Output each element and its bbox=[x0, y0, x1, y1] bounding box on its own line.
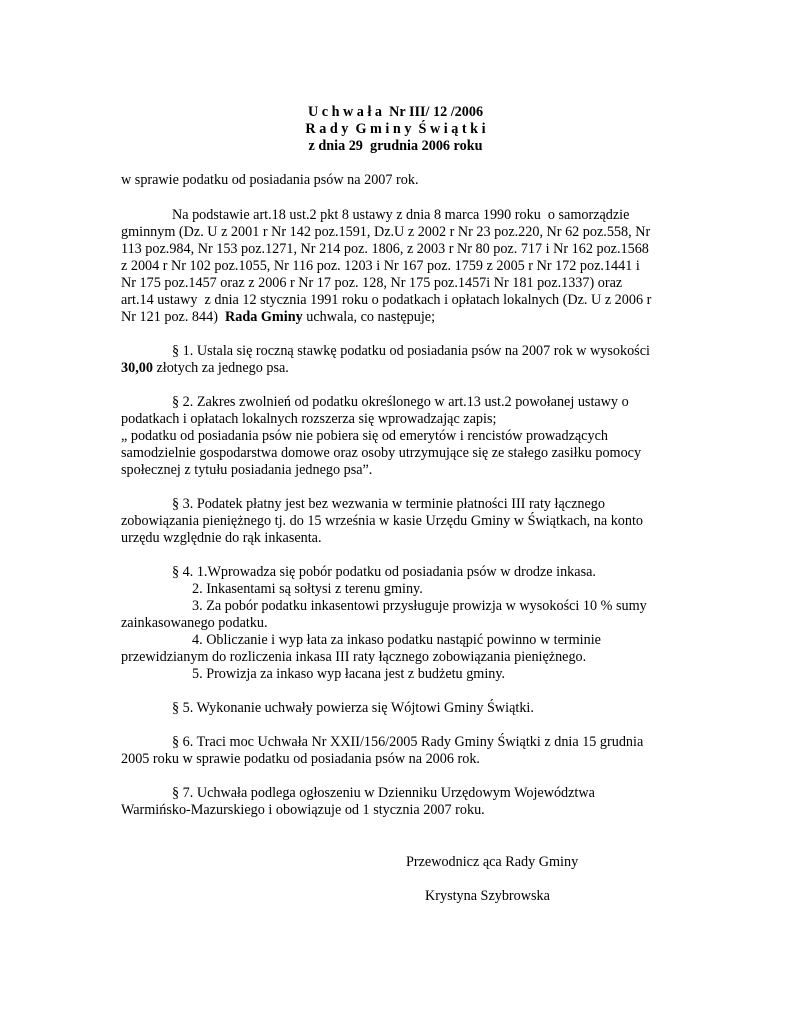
paragraph-4-line: 2. Inkasentami są sołtysi z terenu gminy. bbox=[192, 581, 423, 597]
paragraph-5-line: § 5. Wykonanie uchwały powierza się Wójtowi Gminy Świątki. bbox=[172, 700, 534, 716]
preamble-text: uchwala, co następuje; bbox=[302, 309, 436, 325]
paragraph-6-line: § 6. Traci moc Uchwała Nr XXII/156/2005 Rady Gminy Świątki z dnia 15 grudnia bbox=[172, 734, 644, 750]
paragraph-4-line: § 4. 1.Wprowadza się pobór podatku od posiadania psów w drodze inkasa. bbox=[172, 564, 596, 580]
preamble-line: gminnym (Dz. U z 2001 r Nr 142 poz.1591, Dz.U z 2002 r Nr 23 poz.220, Nr 62 poz.558, Nr bbox=[121, 224, 651, 240]
signature-name: Krystyna Szybrowska bbox=[425, 888, 550, 904]
resolution-title: U c h w a ł a Nr III/ 12 /2006 bbox=[307, 104, 484, 120]
council-bold-text: Rada Gminy bbox=[225, 309, 303, 325]
resolution-date: z dnia 29 grudnia 2006 roku bbox=[308, 138, 483, 154]
paragraph-2-line: samodzielnie gospodarstwa domowe oraz osoby utrzymujące się ze stałego zasiłku pomocy bbox=[121, 445, 642, 461]
paragraph-4-line: 3. Za pobór podatku inkasentowi przysługuje prowizja w wysokości 10 % sumy bbox=[192, 598, 647, 614]
paragraph-2-line: społecznej z tytułu posiadania jednego psa”. bbox=[121, 462, 373, 478]
preamble-line: Nr 175 poz.1457 oraz z 2006 r Nr 17 poz. 128, Nr 175 poz.1457i Nr 181 poz.1337) oraz bbox=[121, 275, 623, 291]
paragraph-3-line: zobowiązania pieniężnego tj. do 15 września w kasie Urzędu Gminy w Świątkach, na konto bbox=[121, 513, 644, 529]
paragraph-4-line: zainkasowanego podatku. bbox=[121, 615, 268, 631]
preamble-line: art.14 ustawy z dnia 12 stycznia 1991 roku o podatkach i opłatach lokalnych (Dz. U z 2006 r bbox=[121, 292, 652, 308]
tax-rate-amount: 30,00 bbox=[121, 360, 153, 376]
paragraph-6-line: 2005 roku w sprawie podatku od posiadania psów na 2006 rok. bbox=[121, 751, 480, 767]
paragraph-3-line: urzędu względnie do rąk inkasenta. bbox=[121, 530, 322, 546]
paragraph-4-line: 4. Obliczanie i wyp łata za inkaso podatku nastąpić powinno w terminie bbox=[192, 632, 601, 648]
preamble-line: Na podstawie art.18 ust.2 pkt 8 ustawy z dnia 8 marca 1990 roku o samorządzie bbox=[172, 207, 630, 223]
paragraph-7-line: § 7. Uchwała podlega ogłoszeniu w Dzienniku Urzędowym Województwa bbox=[172, 785, 595, 801]
paragraph-1-text: złotych za jednego psa. bbox=[152, 360, 289, 376]
paragraph-4-line: 5. Prowizja za inkaso wyp łacana jest z budżetu gminy. bbox=[192, 666, 506, 682]
signature-role: Przewodnicz ąca Rady Gminy bbox=[406, 854, 579, 870]
paragraph-1-line: § 1. Ustala się roczną stawkę podatku od posiadania psów na 2007 rok w wysokości bbox=[172, 343, 650, 359]
paragraph-4-line: przewidzianym do rozliczenia inkasa III raty łącznego zobowiązania pieniężnego. bbox=[121, 649, 587, 665]
paragraph-7-line: Warmińsko-Mazurskiego i obowiązuje od 1 stycznia 2007 roku. bbox=[121, 802, 485, 818]
preamble-line: z 2004 r Nr 102 poz.1055, Nr 116 poz. 1203 i Nr 167 poz. 1759 z 2005 r Nr 172 poz.1441 i bbox=[121, 258, 640, 274]
paragraph-2-line: „ podatku od posiadania psów nie pobiera się od emerytów i rencistów prowadzących bbox=[121, 428, 608, 444]
council-name: R a d y G m i n y Ś w i ą t k i bbox=[305, 121, 486, 137]
preamble-line bbox=[121, 309, 435, 326]
resolution-subject: w sprawie podatku od posiadania psów na 2007 rok. bbox=[121, 172, 419, 188]
preamble-text: Nr 121 poz. 844) bbox=[121, 309, 226, 325]
preamble-line: 113 poz.984, Nr 153 poz.1271, Nr 214 poz. 1806, z 2003 r Nr 80 poz. 717 i Nr 162 poz.1568 bbox=[121, 241, 649, 257]
paragraph-1-line bbox=[121, 360, 289, 377]
paragraph-3-line: § 3. Podatek płatny jest bez wezwania w terminie płatności III raty łącznego bbox=[172, 496, 605, 512]
paragraph-2-line: podatkach i opłatach lokalnych rozszerza się wprowadzając zapis; bbox=[121, 411, 497, 427]
paragraph-2-line: § 2. Zakres zwolnień od podatku określonego w art.13 ust.2 powołanej ustawy o bbox=[172, 394, 629, 410]
